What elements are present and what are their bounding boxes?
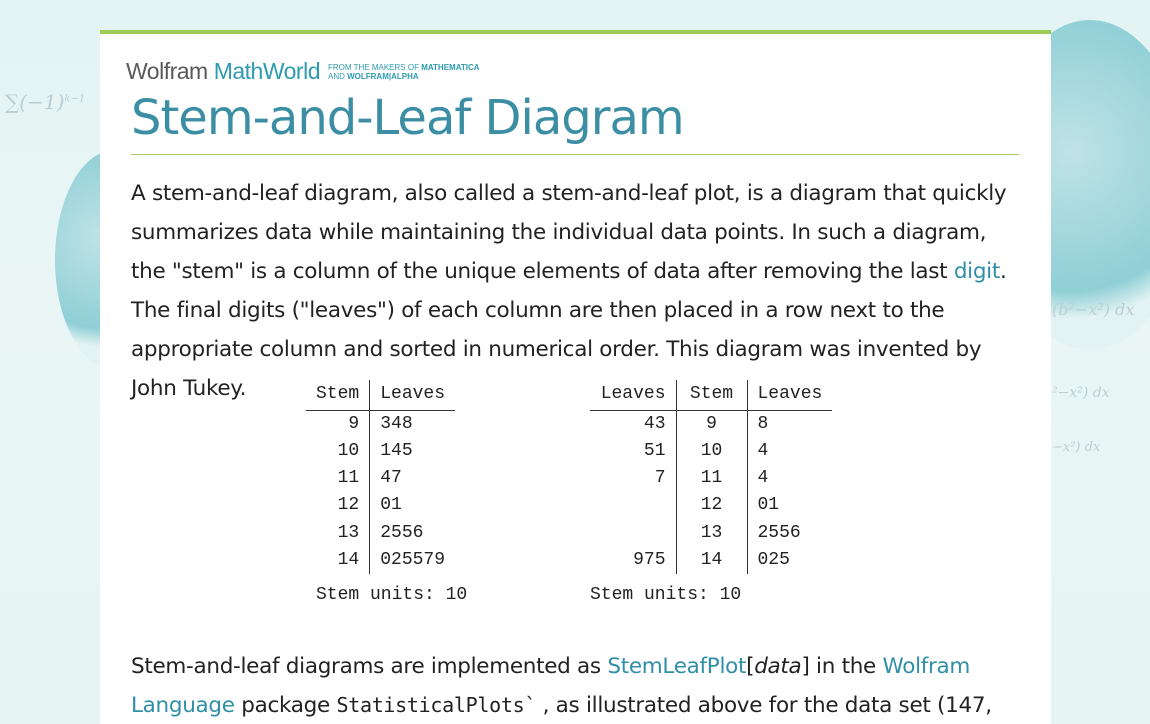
decorative-formula: $\sum(-1)^{k-1}$ <box>5 90 86 114</box>
header-leaves-right: Leaves <box>747 380 832 410</box>
mathworld-logo[interactable] <box>126 58 480 85</box>
stem-cell: 12 <box>676 492 747 519</box>
table1-stem-units: Stem units: 10 <box>316 585 468 605</box>
table-row <box>590 438 832 465</box>
table-row <box>306 492 455 519</box>
header-stem: Stem <box>676 380 747 410</box>
stem-cell: 9 <box>676 410 747 438</box>
table-row <box>590 492 832 519</box>
table-row <box>306 519 455 546</box>
leaves-left-cell: 43 <box>643 413 666 434</box>
leaves-left-cell: 975 <box>633 549 666 570</box>
leaves-cell: 348 <box>370 410 455 438</box>
implementation-paragraph: Stem-and-leaf diagrams are implemented as StemLeafPlot[data] in the Wolfram Language package StatisticalPlots` , as illustrated above for the data set (147, <box>131 654 992 718</box>
leaves-right-cell: 025 <box>747 547 832 574</box>
header-leaves: Leaves <box>370 380 455 410</box>
header-stem: Stem <box>306 380 370 410</box>
stem-cell: 10 <box>337 440 360 461</box>
leaves-right-cell: 01 <box>747 492 832 519</box>
page-title: Stem-and-Leaf Diagram <box>131 90 684 146</box>
leaves-right-cell: 4 <box>747 438 832 465</box>
table-row <box>590 547 832 574</box>
stem-leaf-table-1 <box>306 380 455 574</box>
leaves-right-cell: 2556 <box>747 519 832 546</box>
stem-cell: 10 <box>676 438 747 465</box>
table-row <box>590 410 832 438</box>
header-leaves-left: Leaves <box>590 380 676 410</box>
leaves-cell: 01 <box>370 492 455 519</box>
table-row <box>306 465 455 492</box>
leaves-cell: 025579 <box>370 547 455 574</box>
stem-cell: 11 <box>676 465 747 492</box>
logo-tagline: FROM THE MAKERS OF MATHEMATICA AND WOLFRAM|ALPHA <box>327 62 480 81</box>
leaves-cell: 145 <box>370 438 455 465</box>
leaves-left-cell <box>590 492 676 519</box>
stem-leaf-table-2 <box>590 380 832 574</box>
table-row <box>590 519 832 546</box>
intro-paragraph: A stem-and-leaf diagram, also called a stem-and-leaf plot, is a diagram that quickly summarizes data while maintaining the individual data points. In such a diagram, the "stem" is a column of the unique elements of data after removing the last digit. The final digits ("leaves") of each column are then placed in a row next to the appropriate column and sorted in numerical order. This diagram was invented by John Tukey. <box>131 181 1007 401</box>
leaves-cell: 47 <box>370 465 455 492</box>
stem-cell: 14 <box>337 549 360 570</box>
decorative-formula: −x²) dx <box>1052 440 1101 455</box>
digit-link[interactable]: digit <box>953 259 1000 284</box>
leaves-left-cell: 51 <box>643 440 666 461</box>
logo-wolfram: Wolfram <box>126 58 208 84</box>
stem-cell: 9 <box>348 413 360 434</box>
article-card <box>100 30 1051 724</box>
table-row <box>306 547 455 574</box>
title-divider <box>131 154 1019 155</box>
leaves-cell: 2556 <box>370 519 455 546</box>
decorative-formula: (b²−x²) dx <box>1052 300 1135 319</box>
logo-mathworld: MathWorld <box>213 58 320 84</box>
stem-cell: 14 <box>676 547 747 574</box>
package-name: StatisticalPlots` <box>336 693 537 717</box>
leaves-right-cell: 4 <box>747 465 832 492</box>
table-row <box>590 465 832 492</box>
stem-cell: 12 <box>337 495 360 516</box>
table2-stem-units: Stem units: 10 <box>590 585 742 605</box>
table-row <box>306 438 455 465</box>
stem-cell: 13 <box>676 519 747 546</box>
leaves-right-cell: 8 <box>747 410 832 438</box>
leaves-left-cell: 7 <box>654 467 666 488</box>
table-row <box>306 410 455 438</box>
stem-cell: 11 <box>337 467 360 488</box>
leaves-left-cell <box>590 519 676 546</box>
decorative-formula: ²−x²) dx <box>1052 385 1110 401</box>
stem-cell: 13 <box>337 522 360 543</box>
stemleafplot-link[interactable]: StemLeafPlot <box>607 654 747 679</box>
wolfram-language-link[interactable]: Wolfram Language <box>131 654 971 718</box>
